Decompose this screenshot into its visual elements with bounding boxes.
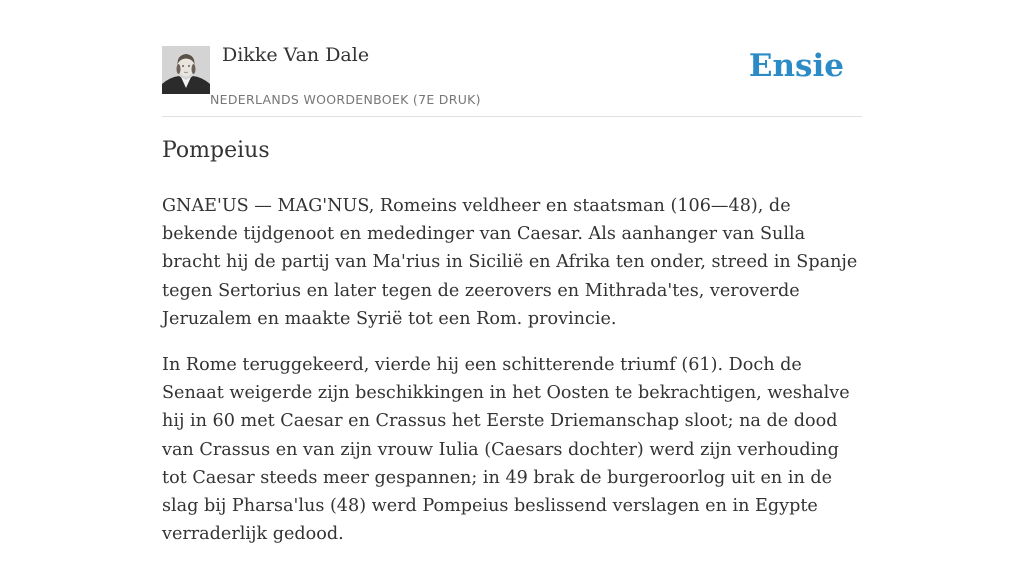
source-name[interactable]: NEDERLANDS WOORDENBOEK (7E DRUK) — [210, 92, 481, 107]
author-name[interactable]: Dikke Van Dale — [222, 44, 370, 66]
brand-logo[interactable]: Ensie — [748, 48, 844, 84]
article-paragraph: GNAE'US — MAG'NUS, Romeins veldheer en staatsman (106—48), de bekende tijdgenoot en mededinger van Caesar. Als aanhanger van Sulla bracht hij de partij van Ma'rius in Sicilië en Afrika ten onder, streed in Spanje tegen Sertorius en later tegen de zeerovers en Mithrada'tes, veroverde Jeruzalem en maakte Syrië tot een Rom. provincie. — [162, 196, 858, 329]
article-paragraph: In Rome teruggekeerd, vierde hij een schitterende triumf (61). Doch de Senaat weigerde zijn beschikkingen in het Oosten te bekrachtigen, weshalve hij in 60 met Caesar en Crassus het Eerste Driemanschap sloot; na de dood van Crassus en van zijn vrouw Iulia (Caesars dochter) werd zijn verhouding tot Caesar steeds meer gespannen; in 49 brak de burgeroorlog uit en in de slag bij Pharsa'lus (48) werd Pompeius beslissend verslagen en in Egypte verraderlijk gedood. — [162, 355, 850, 545]
author-avatar[interactable] — [162, 46, 210, 94]
header — [162, 0, 862, 117]
article-title: Pompeius — [162, 138, 270, 163]
article-body — [162, 192, 864, 566]
portrait-image — [162, 46, 210, 94]
